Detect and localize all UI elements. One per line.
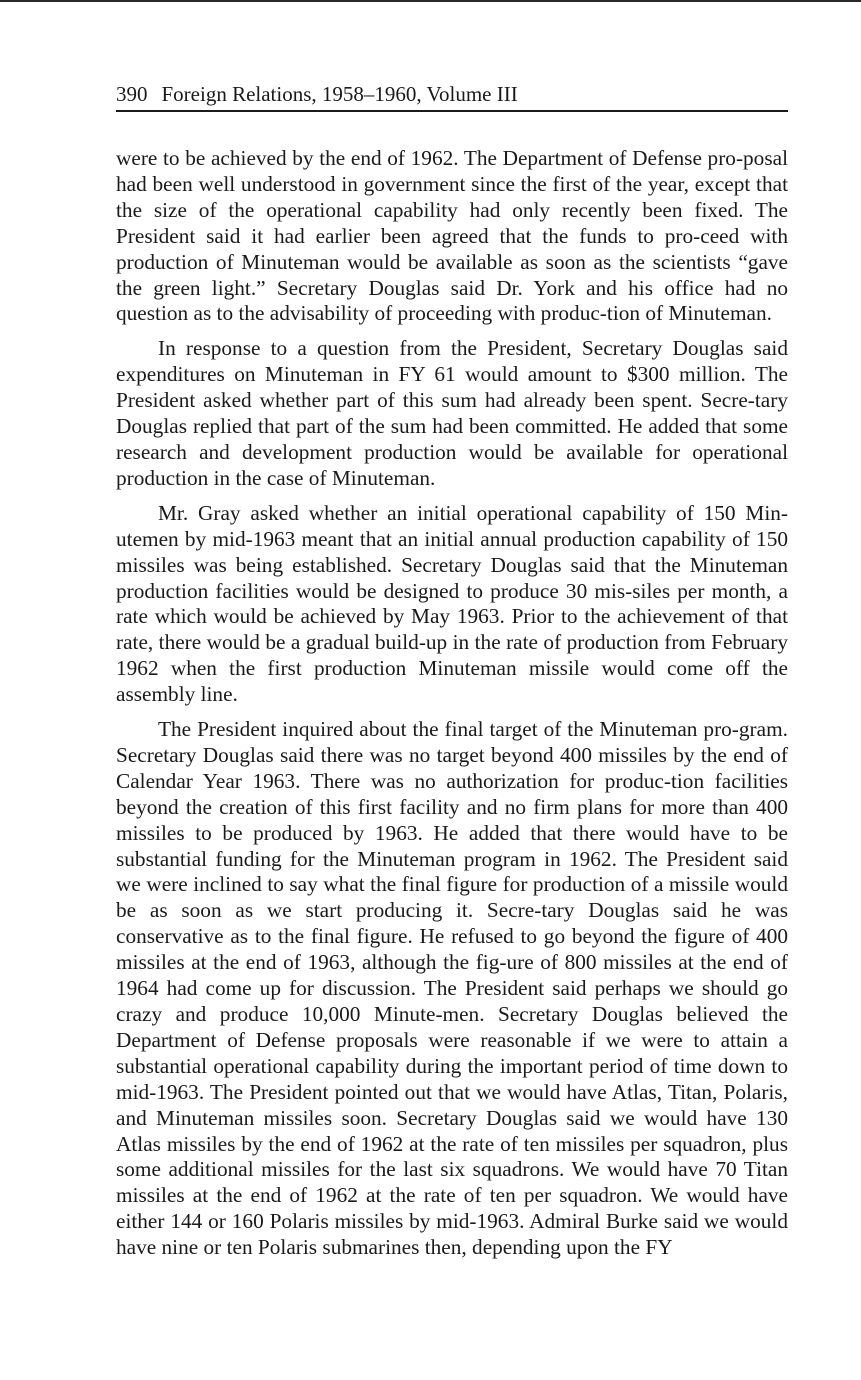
paragraph: Mr. Gray asked whether an initial operational capability of 150 Min-utemen by mid-1963 meant that an initial annual production capability of 150 missiles was being established. Secretary Douglas said that the Minuteman production facilities would be designed to produce 30 mis-siles per month, a rate which would be achieved by May 1963. Prior to the achievement of that rate, there would be a gradual build-up in the rate of production from February 1962 when the first production Minuteman missile would come off the assembly line. <box>116 500 788 707</box>
paragraph: were to be achieved by the end of 1962. The Department of Defense pro-posal had been well understood in government since the first of the year, except that the size of the operational capability had only recently been fixed. The President said it had earlier been agreed that the funds to pro-ceed with production of Minuteman would be available as soon as the scientists “gave the green light.” Secretary Douglas said Dr. York and his office had no question as to the advisability of proceeding with produc-tion of Minuteman. <box>116 146 788 326</box>
paragraph: The President inquired about the final target of the Minuteman pro-gram. Secretary Douglas said there was no target beyond 400 missiles by the end of Calendar Year 1963. There was no authorization for produc-tion facilities beyond the creation of this first facility and no firm plans for more than 400 missiles to be produced by 1963. He added that there would have to be substantial funding for the Minuteman program in 1962. The President said we were inclined to say what the final figure for production of a missile would be as soon as we start producing it. Secre-tary Douglas said he was conservative as to the final figure. He refused to go beyond the figure of 400 missiles at the end of 1963, although the fig-ure of 800 missiles at the end of 1964 had come up for discussion. The President said perhaps we should go crazy and produce 10,000 Minute-men. Secretary Douglas believed the Department of Defense proposals were reasonable if we were to attain a substantial operational capability during the important period of time down to mid-1963. The President pointed out that we would have Atlas, Titan, Polaris, and Minuteman missiles soon. Secretary Douglas said we would have 130 Atlas missiles by the end of 1962 at the rate of ten missiles per squadron, plus some additional missiles for the last six squadrons. We would have 70 Titan missiles at the end of 1962 at the rate of ten per squadron. We would have either 144 or 160 Polaris missiles by mid-1963. Admiral Burke said we would have nine or ten Polaris submarines then, depending upon the FY <box>116 717 788 1260</box>
paragraph: In response to a question from the President, Secretary Douglas said expenditures on Minuteman in FY 61 would amount to $300 million. The President asked whether part of this sum had already been spent. Secre-tary Douglas replied that part of the sum had been committed. He added that some research and development production would be available for operational production in the case of Minuteman. <box>116 336 788 490</box>
publication-title: Foreign Relations, 1958–1960, Volume III <box>161 82 518 106</box>
top-border-rule <box>0 0 861 2</box>
page-number: 390 <box>116 82 148 106</box>
body-text <box>116 146 788 1270</box>
header-rule <box>116 110 788 112</box>
running-header <box>116 80 788 108</box>
